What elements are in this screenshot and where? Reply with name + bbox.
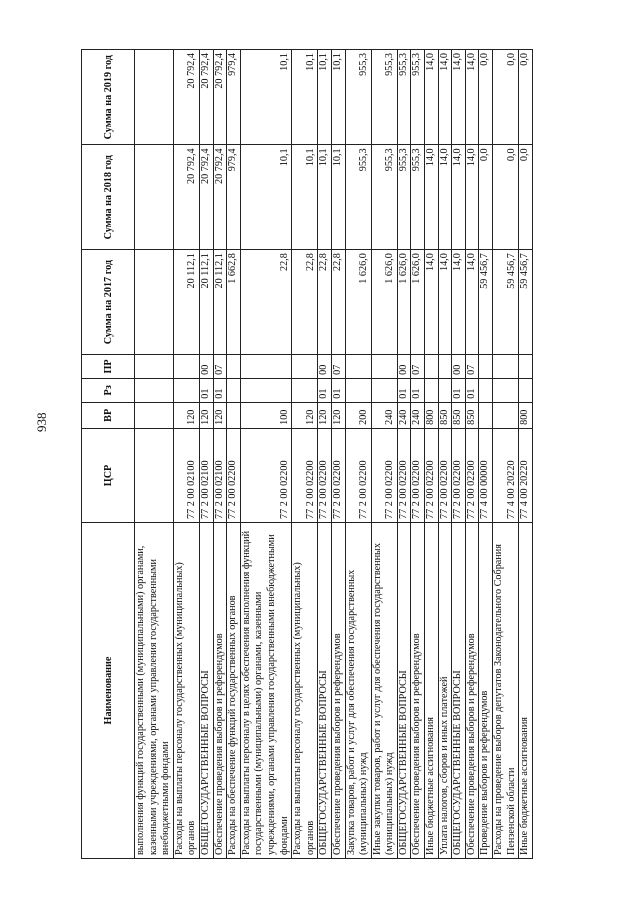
cell-vr: 800 [519, 402, 533, 428]
cell-name: ОБЩЕГОСУДАРСТВЕННЫЕ ВОПРОСЫ [397, 523, 411, 859]
cell-vr: 850 [452, 402, 466, 428]
cell-2019: 10,1 [292, 50, 318, 145]
cell-rz [292, 378, 318, 402]
cell-name: Расходы на проведение выборов депутатов Законодательного Собрания Пензенской области [493, 523, 519, 859]
cell-2019: 14,0 [452, 50, 466, 145]
table-row [371, 50, 397, 859]
cell-csr: 77 2 00 02200 [371, 428, 397, 522]
cell-rz: 01 [331, 378, 345, 402]
table-row [438, 50, 452, 859]
cell-csr: 77 4 00 20220 [519, 428, 533, 522]
cell-rz [371, 378, 397, 402]
header-rz: Рз [82, 378, 135, 402]
table-row [411, 50, 425, 859]
cell-rz: 01 [411, 378, 425, 402]
cell-vr: 800 [425, 402, 439, 428]
cell-name: Обеспечение проведения выборов и референдумов [465, 523, 479, 859]
cell-2017: 22,8 [318, 250, 332, 355]
cell-2019: 14,0 [465, 50, 479, 145]
cell-rz [135, 378, 174, 402]
cell-csr: 77 2 00 02200 [240, 428, 291, 522]
cell-2017: 22,8 [240, 250, 291, 355]
cell-2018: 955,3 [411, 145, 425, 250]
cell-vr: 120 [318, 402, 332, 428]
cell-rz [240, 378, 291, 402]
cell-2018: 20 792,4 [173, 145, 199, 250]
cell-rz: 01 [397, 378, 411, 402]
table-row [135, 50, 174, 859]
cell-2018: 0,0 [493, 145, 519, 250]
page-number: 938 [34, 412, 49, 432]
cell-2019: 0,0 [519, 50, 533, 145]
cell-2017: 20 112,1 [199, 250, 213, 355]
cell-rz [438, 378, 452, 402]
table-row [227, 50, 241, 859]
header-2017: Сумма на 2017 год [82, 250, 135, 355]
cell-vr: 850 [465, 402, 479, 428]
cell-name: ОБЩЕГОСУДАРСТВЕННЫЕ ВОПРОСЫ [318, 523, 332, 859]
cell-name: Расходы на выплаты персоналу в целях обеспечения выполнения функций государственными (муниципальными) органами, казенными учреждениями, органами управления государственными внебюджетными фондами [240, 523, 291, 859]
budget-table-container [81, 49, 603, 859]
table-row [240, 50, 291, 859]
cell-name: ОБЩЕГОСУДАРСТВЕННЫЕ ВОПРОСЫ [452, 523, 466, 859]
cell-pr [519, 355, 533, 379]
cell-2019: 979,4 [227, 50, 241, 145]
cell-name: Уплата налогов, сборов и иных платежей [438, 523, 452, 859]
cell-csr: 77 2 00 02200 [227, 428, 241, 522]
cell-pr: 07 [465, 355, 479, 379]
cell-name: Расходы на обеспечение функций государственных органов [227, 523, 241, 859]
cell-csr: 77 2 00 02200 [425, 428, 439, 522]
table-row [397, 50, 411, 859]
cell-vr [479, 402, 493, 428]
cell-2017: 59 456,7 [493, 250, 519, 355]
cell-name: ОБЩЕГОСУДАРСТВЕННЫЕ ВОПРОСЫ [199, 523, 213, 859]
cell-2017 [135, 250, 174, 355]
header-pr: ПР [82, 355, 135, 379]
cell-csr: 77 2 00 02200 [452, 428, 466, 522]
cell-vr: 120 [292, 402, 318, 428]
cell-2017: 1 626,0 [411, 250, 425, 355]
cell-2018: 0,0 [479, 145, 493, 250]
cell-pr [371, 355, 397, 379]
cell-vr: 120 [173, 402, 199, 428]
table-row [292, 50, 318, 859]
cell-pr [135, 355, 174, 379]
cell-csr: 77 2 00 02200 [292, 428, 318, 522]
table-row [493, 50, 519, 859]
cell-rz [345, 378, 371, 402]
budget-table [81, 49, 533, 859]
cell-2017: 14,0 [438, 250, 452, 355]
cell-2018: 955,3 [371, 145, 397, 250]
cell-name: Иные закупки товаров, работ и услуг для обеспечения государственных (муниципальных) нужд [371, 523, 397, 859]
cell-2017: 22,8 [331, 250, 345, 355]
cell-csr: 77 2 00 02200 [438, 428, 452, 522]
table-row [213, 50, 227, 859]
cell-csr: 77 2 00 02200 [465, 428, 479, 522]
cell-rz [173, 378, 199, 402]
cell-2017: 14,0 [465, 250, 479, 355]
cell-2019: 20 792,4 [173, 50, 199, 145]
header-2018: Сумма на 2018 год [82, 145, 135, 250]
cell-vr: 100 [240, 402, 291, 428]
cell-2019: 955,3 [411, 50, 425, 145]
cell-2017: 20 112,1 [173, 250, 199, 355]
cell-vr: 120 [199, 402, 213, 428]
cell-rz: 01 [213, 378, 227, 402]
cell-2018: 14,0 [425, 145, 439, 250]
cell-2019: 0,0 [493, 50, 519, 145]
cell-csr: 77 2 00 02200 [345, 428, 371, 522]
cell-vr: 120 [213, 402, 227, 428]
header-name: Наименование [82, 523, 135, 859]
cell-2017: 59 456,7 [479, 250, 493, 355]
cell-rz: 01 [318, 378, 332, 402]
cell-2018: 979,4 [227, 145, 241, 250]
cell-2017: 14,0 [452, 250, 466, 355]
cell-2019: 0,0 [479, 50, 493, 145]
cell-2017: 59 456,7 [519, 250, 533, 355]
cell-2019: 14,0 [425, 50, 439, 145]
cell-pr: 00 [318, 355, 332, 379]
cell-2019: 955,3 [397, 50, 411, 145]
cell-pr [292, 355, 318, 379]
cell-pr [438, 355, 452, 379]
cell-2017: 22,8 [292, 250, 318, 355]
cell-2018: 0,0 [519, 145, 533, 250]
cell-rz [479, 378, 493, 402]
cell-pr: 00 [199, 355, 213, 379]
table-row [173, 50, 199, 859]
cell-vr: 240 [397, 402, 411, 428]
cell-name: Обеспечение проведения выборов и референдумов [331, 523, 345, 859]
cell-2017: 1 626,0 [345, 250, 371, 355]
cell-name: Расходы на выплаты персоналу государственных (муниципальных) органов [292, 523, 318, 859]
cell-rz [519, 378, 533, 402]
table-row [452, 50, 466, 859]
cell-rz [493, 378, 519, 402]
cell-name: Закупка товаров, работ и услуг для обеспечения государственных (муниципальных) нужд [345, 523, 371, 859]
cell-vr: 240 [411, 402, 425, 428]
cell-2018: 10,1 [318, 145, 332, 250]
cell-pr [345, 355, 371, 379]
table-row [479, 50, 493, 859]
cell-2017: 1 626,0 [397, 250, 411, 355]
cell-rz: 01 [465, 378, 479, 402]
header-vr: ВР [82, 402, 135, 428]
cell-2019: 20 792,4 [213, 50, 227, 145]
table-row [425, 50, 439, 859]
cell-2018: 20 792,4 [199, 145, 213, 250]
cell-csr [135, 428, 174, 522]
header-csr: ЦСР [82, 428, 135, 522]
cell-rz: 01 [452, 378, 466, 402]
cell-2018: 14,0 [438, 145, 452, 250]
table-row [519, 50, 533, 859]
cell-2019 [135, 50, 174, 145]
table-row [331, 50, 345, 859]
cell-pr [173, 355, 199, 379]
cell-csr: 77 2 00 02200 [411, 428, 425, 522]
cell-name: выполнения функций государственными (муниципальными) органами, казенными учреждениями, органами управления государственными внебюджетными фондами [135, 523, 174, 859]
cell-2018: 955,3 [397, 145, 411, 250]
cell-2018: 955,3 [345, 145, 371, 250]
cell-2018 [135, 145, 174, 250]
cell-csr: 77 2 00 02200 [318, 428, 332, 522]
cell-vr [493, 402, 519, 428]
header-row [82, 50, 135, 859]
cell-csr: 77 2 00 02100 [213, 428, 227, 522]
cell-vr: 240 [371, 402, 397, 428]
table-row [345, 50, 371, 859]
cell-pr [493, 355, 519, 379]
cell-rz [227, 378, 241, 402]
cell-2019: 10,1 [318, 50, 332, 145]
cell-2018: 14,0 [465, 145, 479, 250]
cell-pr: 00 [452, 355, 466, 379]
cell-pr [240, 355, 291, 379]
cell-2017: 14,0 [425, 250, 439, 355]
cell-2019: 10,1 [240, 50, 291, 145]
cell-pr [227, 355, 241, 379]
cell-2017: 1 662,8 [227, 250, 241, 355]
cell-rz: 01 [199, 378, 213, 402]
cell-name: Иные бюджетные ассигнования [519, 523, 533, 859]
cell-2018: 20 792,4 [213, 145, 227, 250]
cell-name: Иные бюджетные ассигнования [425, 523, 439, 859]
cell-name: Обеспечение проведения выборов и референдумов [213, 523, 227, 859]
cell-vr [227, 402, 241, 428]
cell-pr: 00 [397, 355, 411, 379]
cell-csr: 77 2 00 02200 [331, 428, 345, 522]
cell-name: Обеспечение проведения выборов и референдумов [411, 523, 425, 859]
cell-2017: 20 112,1 [213, 250, 227, 355]
cell-2018: 10,1 [331, 145, 345, 250]
cell-2019: 955,3 [371, 50, 397, 145]
cell-name: Расходы на выплаты персоналу государственных (муниципальных) органов [173, 523, 199, 859]
cell-2019: 20 792,4 [199, 50, 213, 145]
cell-csr: 77 2 00 02100 [199, 428, 213, 522]
cell-pr [425, 355, 439, 379]
cell-2019: 955,3 [345, 50, 371, 145]
table-row [199, 50, 213, 859]
table-row [465, 50, 479, 859]
cell-pr: 07 [213, 355, 227, 379]
cell-2018: 10,1 [292, 145, 318, 250]
cell-2019: 14,0 [438, 50, 452, 145]
cell-csr: 77 4 00 00000 [479, 428, 493, 522]
cell-2019: 10,1 [331, 50, 345, 145]
cell-vr: 120 [331, 402, 345, 428]
cell-vr: 200 [345, 402, 371, 428]
table-row [318, 50, 332, 859]
cell-pr: 07 [331, 355, 345, 379]
cell-pr: 07 [411, 355, 425, 379]
cell-name: Проведение выборов и референдумов [479, 523, 493, 859]
cell-2017: 1 626,0 [371, 250, 397, 355]
cell-vr: 850 [438, 402, 452, 428]
cell-2018: 10,1 [240, 145, 291, 250]
cell-2018: 14,0 [452, 145, 466, 250]
cell-csr: 77 4 00 20220 [493, 428, 519, 522]
header-2019: Сумма на 2019 год [82, 50, 135, 145]
cell-rz [425, 378, 439, 402]
cell-vr [135, 402, 174, 428]
cell-csr: 77 2 00 02100 [173, 428, 199, 522]
cell-pr [479, 355, 493, 379]
cell-csr: 77 2 00 02200 [397, 428, 411, 522]
